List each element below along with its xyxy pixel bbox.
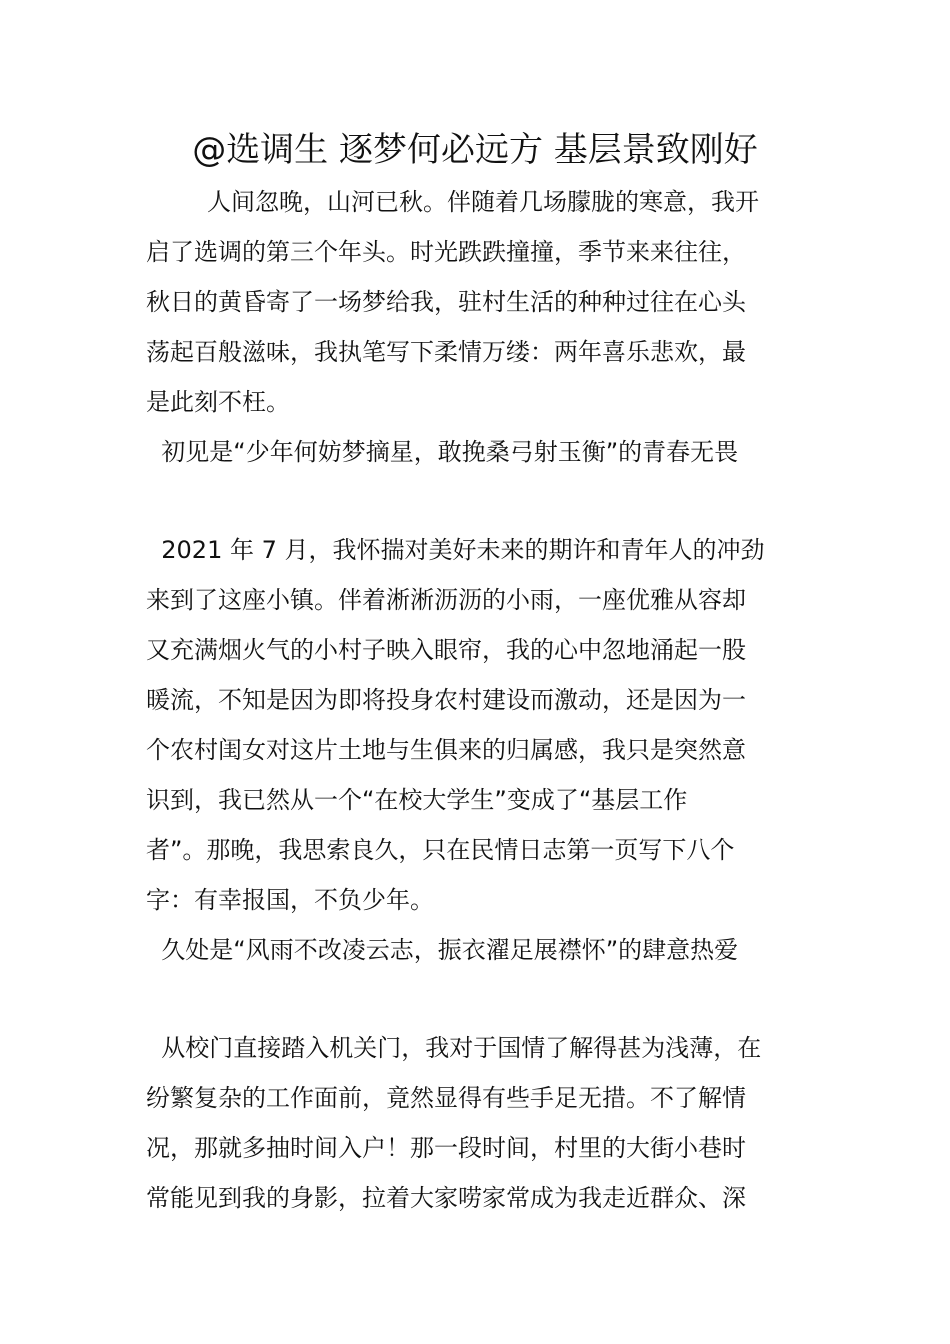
paragraph-line: 暖流，不知是因为即将投身农村建设而激动，还是因为一: [146, 686, 746, 714]
section-heading: 初见是“少年何妨梦摘星，敢挽桑弓射玉衡”的青春无畏: [146, 438, 739, 466]
paragraph-line: 识到，我已然从一个“在校大学生”变成了“基层工作: [146, 786, 688, 814]
paragraph-line: 秋日的黄昏寄了一场梦给我，驻村生活的种种过往在心头: [146, 288, 746, 316]
paragraph-line: 荡起百般滋味，我执笔写下柔情万缕：两年喜乐悲欢，最: [146, 338, 746, 366]
paragraph-line: 字：有幸报国，不负少年。: [146, 886, 434, 914]
paragraph-line: 人间忽晚，山河已秋。伴随着几场朦胧的寒意，我开: [146, 188, 760, 216]
paragraph-line: 启了选调的第三个年头。时光跌跌撞撞，季节来来往往，: [146, 238, 746, 266]
paragraph-line: 况，那就多抽时间入户！那一段时间，村里的大街小巷时: [146, 1134, 746, 1162]
paragraph-line: 2021 年 7 月，我怀揣对美好未来的期许和青年人的冲劲: [146, 536, 765, 564]
paragraph-line: 者”。那晚，我思索良久，只在民情日志第一页写下八个: [146, 836, 735, 864]
paragraph-line: 来到了这座小镇。伴着淅淅沥沥的小雨，一座优雅从容却: [146, 586, 746, 614]
paragraph-line: 纷繁复杂的工作面前，竟然显得有些手足无措。不了解情: [146, 1084, 746, 1112]
paragraph-line: 又充满烟火气的小村子映入眼帘，我的心中忽地涌起一股: [146, 636, 746, 664]
document-title: @选调生 逐梦何必远方 基层景致刚好: [192, 130, 758, 170]
paragraph-line: 是此刻不枉。: [146, 388, 290, 416]
paragraph-line: 常能见到我的身影，拉着大家唠家常成为我走近群众、深: [146, 1184, 746, 1212]
paragraph-line: 从校门直接踏入机关门，我对于国情了解得甚为浅薄，在: [146, 1034, 762, 1062]
paragraph-line: 个农村闺女对这片土地与生俱来的归属感，我只是突然意: [146, 736, 746, 764]
section-heading: 久处是“风雨不改凌云志，振衣濯足展襟怀”的肆意热爱: [146, 936, 739, 964]
